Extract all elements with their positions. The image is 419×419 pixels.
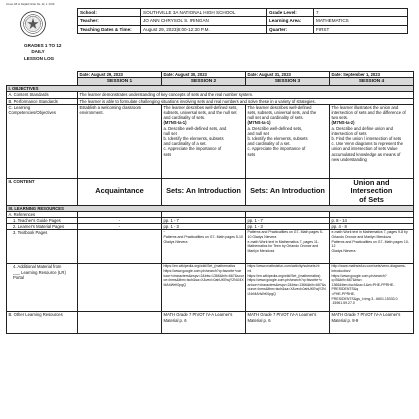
learning-resources-heading: III. LEARNING RESOURCES <box>7 205 414 211</box>
grade-level-label: Grade Level: <box>267 9 314 17</box>
other-resources-label: B. Other Learning Resources <box>7 312 78 334</box>
grades-label: GRADES 1 TO 12 <box>24 43 62 48</box>
school-value: SOUTHVILLE 3A NATIONAL HIGH SCHOOL <box>141 9 267 17</box>
tb-session-3: Patterns and Practicalities on G7- Math pages 5- 10 Gladys Nievera e-math Work text in Mathematics 7, pages 11- Mathematics for Teen by Orlando Oronce and Marilyn Mendoza <box>246 230 330 264</box>
quarter-label: Quarter: <box>267 25 314 33</box>
content-session-1: Acquaintance <box>78 178 162 205</box>
tg-session-2: pp. 1 - 7 <box>162 218 246 224</box>
lm-session-2: pp. 1 - 3 <box>162 224 246 230</box>
tb-session-2: - Patterns and Practicalities on G7- Math pages 5-10 Gladys Nievera <box>162 230 246 264</box>
date-cell-4: Date: September 1, 2023 <box>330 72 414 78</box>
content-standards-text: The learner demonstrates understanding of key concepts of sets and the real number system. <box>78 92 414 98</box>
tg-session-1: - <box>78 218 162 224</box>
tb-session-1 <box>78 230 162 264</box>
annex-label: Annex 1B to DepEd Order No. 42, s. 2016 <box>6 3 55 6</box>
add-session-1 <box>78 264 162 312</box>
date-cell-2: Date: August 30, 2023 <box>162 72 246 78</box>
learners-material-label: 2. Learner's Material Pages <box>7 224 78 230</box>
lm-session-1: - <box>78 224 162 230</box>
competencies-session-3: The learner describes well-defined sets, subsets, universal sets, and the null set and cardinality of sets. (M7NS-Ia-1) a. Describe well-defined sets, and null set b. Identify the elements, subsets and cardinality of a set. c. Appreciate the importance of sets <box>246 104 330 178</box>
performance-standards-label: B. Performance Standards <box>7 98 78 104</box>
content-label: II. CONTENT <box>7 178 78 205</box>
quarter-value: FIRST <box>314 25 408 33</box>
competencies-session-4: The learner illustrates the union and intersection of sets and the difference of two sets. (M7NS-Ia-2) a. Describe and define union and intersection of sets b. Find the union / intersection of sets c. Use Venn diagrams to represent the union and intersection of sets Value accumulated knowledge as means of new understanding <box>330 104 414 178</box>
content-session-4: Union and Intersection of Sets <box>330 178 414 205</box>
add-link[interactable]: https://www.google.com.ph/search?q=favorite+car <box>163 269 242 273</box>
references-label: A. References <box>7 211 78 217</box>
objectives-heading: I. OBJECTIVES <box>7 86 414 92</box>
other-session-1 <box>78 312 162 334</box>
header-table <box>77 8 408 34</box>
add-session-4: http://www.mathsisfun.com/sets/venn-diagrams- introduction/ https://www.google.com.ph/search?q=B&bih=667&biw= 1366&tbm=isch&sa=1&ei=PHE-PPRHE-PRESIDENTS&q =PHE-PPRHE-PRESIDENTS&gs_l=img.3...6601.15333.0 .15961.59.27.0 <box>330 264 414 312</box>
lm-session-4: pp. 4 - 8 <box>330 224 414 230</box>
competencies-session-1: Establish a welcoming classroom environment. <box>78 104 162 178</box>
deped-seal-icon <box>20 11 46 37</box>
add-session-2: https://en.wikipedia.org/wiki/Set_(mathematics https://www.google.com.ph/search?q=favorite+car toon+characters&espv=2&biw=1366&bih=667&sour ce=lnms&tbm=isch&sa=X&ved=0ahUKEwjY2NIJ4X MAhWrK0pgQ <box>162 264 246 312</box>
date-cell-1: Date: August 29, 2023 <box>78 72 162 78</box>
teacher-label: Teacher: <box>78 17 141 25</box>
content-standards-label: A. Content Standards <box>7 92 78 98</box>
add-link[interactable]: https://www.mathsisfun.com/activity/subsets.ht <box>247 264 320 269</box>
session-spacer <box>7 78 78 86</box>
session-4-header: SESSION 4 <box>330 78 414 86</box>
grade-level-value: 7 <box>314 9 408 17</box>
competencies-label: C. Learning Competencies/Objectives <box>7 104 78 178</box>
competencies-session-2: The learner describes well-defined sets, subsets, universal sets, and the null set and cardinality of sets. (M7NS-Ia-1) a. Describe well-defined sets, and null set b. Identify the elements, subsets and cardinality of a set. c. Appreciate the importance of sets <box>162 104 246 178</box>
tb-session-4: e-math Work text in Mathematics 7, pages 9-8 by Orlando Oronce and Marilyn Mendoza Patterns and Practicalities on G7- Math pages 10-12 Gladys Nievera <box>330 230 414 264</box>
session-1-header: SESSION 1 <box>78 78 162 86</box>
add-link[interactable]: https://www.google.com.ph/search?q=B&bih=667&biw= <box>331 273 387 283</box>
lesson-log-label: LESSON LOG <box>24 55 55 61</box>
other-session-2: MATH Grade 7 PIVOT IV-A Learner's Material p. 6 <box>162 312 246 334</box>
session-3-header: SESSION 3 <box>246 78 330 86</box>
other-session-3: MATH Grade 7 PIVOT IV-A Learner's Material p. 6 <box>246 312 330 334</box>
learning-area-value: MATHEMATICS <box>314 17 408 25</box>
teachers-guide-label: 1. Teacher's Guide Pages <box>7 218 78 224</box>
tg-session-4: p. 8 - 14 <box>330 218 414 224</box>
add-session-3: https://www.mathsisfun.com/activity/subsets.ht ml https://en.wikipedia.org/wiki/Set_(mathematics) https://www.google.com.ph/search?q=favorite+c artoon+characters&espv=2&biw=1366&bih=667&s ource=lnms&tbm=isch&sa=X&ved=0ahUKEwjY2N IJ4rMAhWrK0pgQ <box>246 264 330 312</box>
tg-session-3: pp. 1 - 7 <box>246 218 330 224</box>
lesson-log-table <box>6 71 414 334</box>
lm-session-3: pp. 1 - 3 <box>246 224 330 230</box>
date-cell-3: Date: August 31, 2023 <box>246 72 330 78</box>
content-session-2: Sets: An Introduction <box>162 178 246 205</box>
add-link[interactable]: https://www.google.com.ph/search?q=favorite+c <box>247 278 323 283</box>
teaching-dates-label: Teaching Dates & Time: <box>78 25 141 33</box>
daily-label: DAILY <box>31 49 45 55</box>
learning-area-label: Learning Area: <box>267 17 314 25</box>
grade-level-block <box>24 43 62 62</box>
content-session-3: Sets: An Introduction <box>246 178 330 205</box>
additional-material-label: 4. Additional Material from ___ Learning Resource (LR) Portal <box>7 264 78 312</box>
session-2-header: SESSION 2 <box>162 78 246 86</box>
other-session-4: MATH Grade 7 PIVOT IV-A Learner's Material p. 8-9 <box>330 312 414 334</box>
add-link[interactable]: https://en.wikipedia.org/wiki/Set_(mathematics) <box>247 273 321 278</box>
textbook-pages-label: 3. Textbook Pages <box>7 230 78 264</box>
add-link[interactable]: http://www.mathsisfun.com/sets/venn-diagrams- <box>331 264 406 269</box>
add-link[interactable]: https://en.wikipedia.org/wiki/Set_(mathematics <box>163 264 236 269</box>
teacher-value: JO ANN CHRYSOL S. IRINGAN <box>141 17 267 25</box>
performance-standards-text: The learner is able to formulate challenging situations involving sets and real numbers and solve these in a variety of strategies. <box>78 98 414 104</box>
school-label: School: <box>78 9 141 17</box>
teaching-dates-value: August 29, 2023|6:00-12:30 P.M. <box>141 25 267 33</box>
